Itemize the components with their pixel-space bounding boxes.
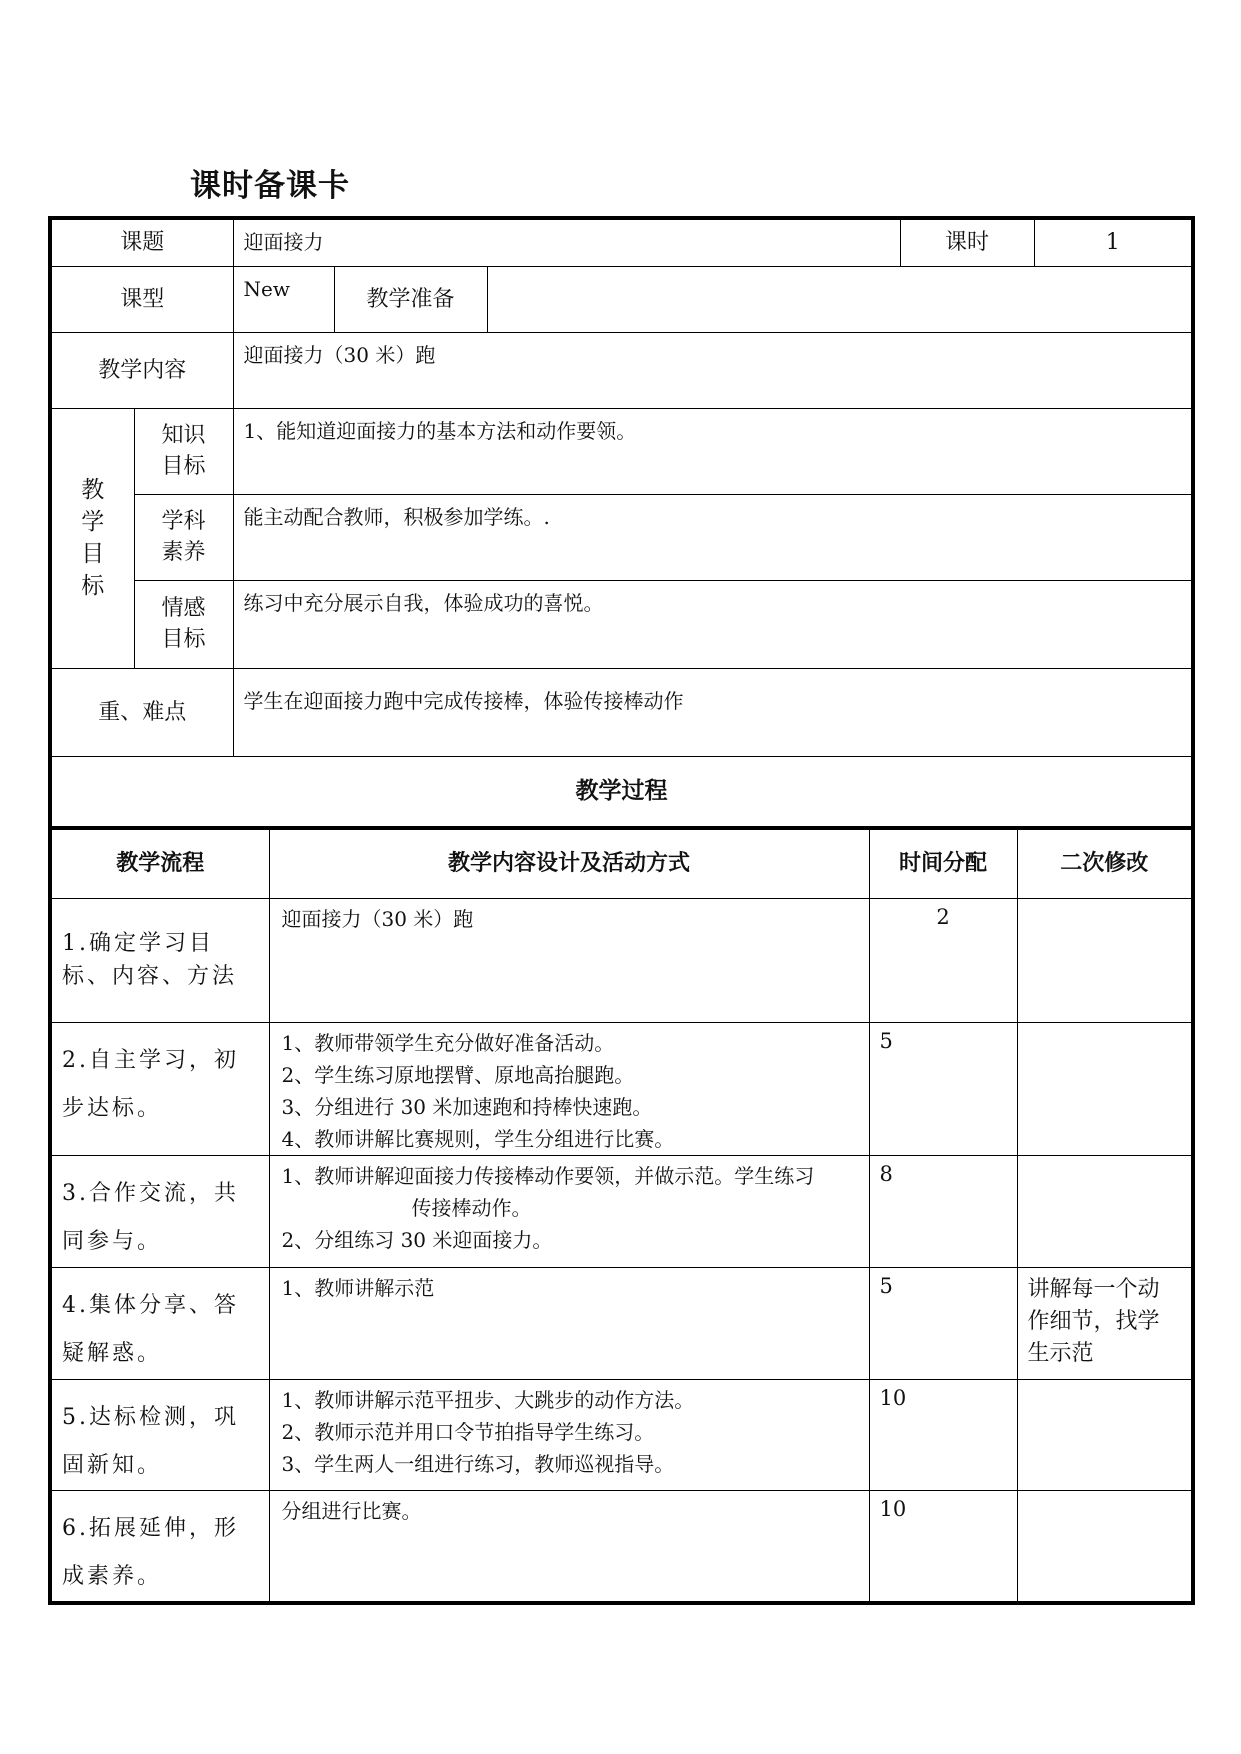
- step-time: 10: [869, 1491, 1017, 1604]
- step-label: 4.集体分享、答疑解惑。: [50, 1268, 269, 1380]
- step-content: 迎面接力（30 米）跑: [269, 899, 869, 1023]
- step-time: 2: [869, 899, 1017, 1023]
- process-banner: 教学过程: [50, 756, 1193, 828]
- step-revision: [1017, 1023, 1193, 1156]
- step-content: 1、教师讲解示范: [269, 1268, 869, 1380]
- topic-row: [50, 218, 1193, 266]
- goal-text-emotion: 练习中充分展示自我，体验成功的喜悦。: [233, 580, 1193, 668]
- process-row: [50, 899, 1193, 1023]
- process-row: [50, 1491, 1193, 1604]
- topic-label: 课题: [50, 218, 233, 266]
- goal-label-knowledge: 知识 目标: [134, 408, 233, 494]
- goal-label-literacy: 学科 素养: [134, 494, 233, 580]
- step-revision: 讲解每一个动作细节，找学生示范: [1017, 1268, 1193, 1380]
- hours-value: 1: [1034, 218, 1193, 266]
- key-row: [50, 668, 1193, 756]
- process-header-row: [50, 829, 1193, 899]
- process-row: [50, 1380, 1193, 1491]
- key-label: 重、难点: [50, 668, 233, 756]
- prep-label: 教学准备: [334, 266, 487, 332]
- header-time: 时间分配: [869, 829, 1017, 899]
- goals-label: 教 学 目 标: [50, 408, 134, 668]
- lesson-info-table: [48, 216, 1195, 830]
- step-content: 1、教师讲解示范平扭步、大跳步的动作方法。 2、教师示范并用口令节拍指导学生练习。 3、学生两人一组进行练习，教师巡视指导。: [269, 1380, 869, 1491]
- step-label: 3.合作交流，共同参与。: [50, 1156, 269, 1268]
- step-label: 5.达标检测，巩固新知。: [50, 1380, 269, 1491]
- step-time: 10: [869, 1380, 1017, 1491]
- prep-value: [487, 266, 1193, 332]
- type-value: New: [233, 266, 334, 332]
- step-time: 5: [869, 1023, 1017, 1156]
- step-revision: [1017, 1156, 1193, 1268]
- goal-row-knowledge: [50, 408, 1193, 494]
- goal-label-emotion: 情感 目标: [134, 580, 233, 668]
- step-content: 1、教师带领学生充分做好准备活动。 2、学生练习原地摆臂、原地高抬腿跑。 3、分组进行 30 米加速跑和持棒快速跑。 4、教师讲解比赛规则，学生分组进行比赛。: [269, 1023, 869, 1156]
- document-title: 课时备课卡: [190, 168, 350, 204]
- process-banner-row: [50, 756, 1193, 828]
- process-row: [50, 1023, 1193, 1156]
- goal-text-literacy: 能主动配合教师，积极参加学练。.: [233, 494, 1193, 580]
- step-label: 6.拓展延伸，形成素养。: [50, 1491, 269, 1604]
- hours-label: 课时: [900, 218, 1034, 266]
- step-label: 2.自主学习，初步达标。: [50, 1023, 269, 1156]
- topic-value: 迎面接力: [233, 218, 900, 266]
- header-revision: 二次修改: [1017, 829, 1193, 899]
- step-content: 1、教师讲解迎面接力传接棒动作要领，并做示范。学生练习 传接棒动作。 2、分组练习 30 米迎面接力。: [269, 1156, 869, 1268]
- content-label: 教学内容: [50, 332, 233, 408]
- step-time: 8: [869, 1156, 1017, 1268]
- step-revision: [1017, 899, 1193, 1023]
- content-value: 迎面接力（30 米）跑: [233, 332, 1193, 408]
- step-revision: [1017, 1380, 1193, 1491]
- key-value: 学生在迎面接力跑中完成传接棒，体验传接棒动作: [233, 668, 1193, 756]
- goal-row-emotion: [50, 580, 1193, 668]
- process-table: [48, 828, 1195, 1605]
- process-row: [50, 1156, 1193, 1268]
- step-time: 5: [869, 1268, 1017, 1380]
- step-content: 分组进行比赛。: [269, 1491, 869, 1604]
- step-label: 1.确定学习目标、内容、方法: [50, 899, 269, 1023]
- goal-row-literacy: [50, 494, 1193, 580]
- step-revision: [1017, 1491, 1193, 1604]
- process-row: [50, 1268, 1193, 1380]
- type-label: 课型: [50, 266, 233, 332]
- header-content-design: 教学内容设计及活动方式: [269, 829, 869, 899]
- header-flow: 教学流程: [50, 829, 269, 899]
- type-row: [50, 266, 1193, 332]
- content-row: [50, 332, 1193, 408]
- goal-text-knowledge: 1、能知道迎面接力的基本方法和动作要领。: [233, 408, 1193, 494]
